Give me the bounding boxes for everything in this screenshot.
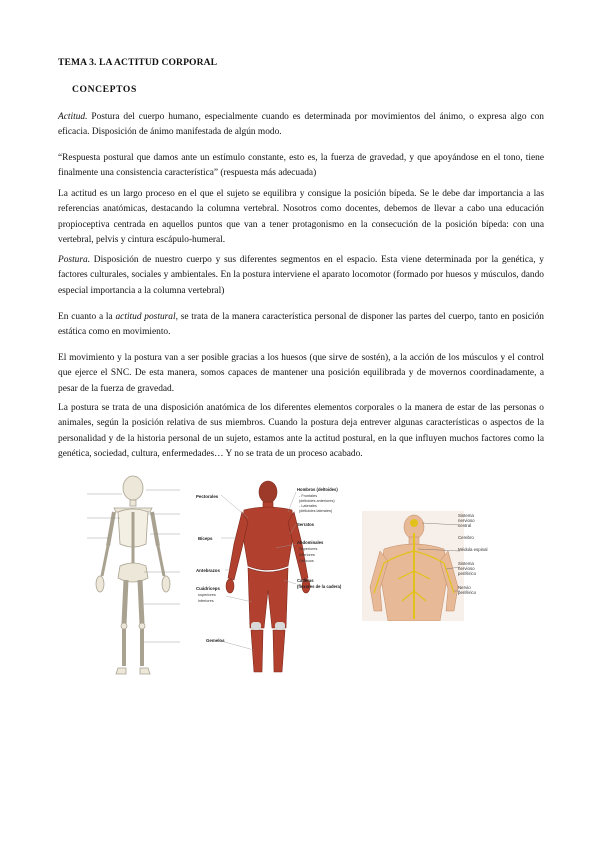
paragraph-text: , se trata de la manera característica personal de disponer las partes del cuerpo, tanto en posición estática como en movimiento.: [58, 312, 544, 338]
nervous-system-figure: [362, 511, 532, 621]
nervous-label: periférico: [458, 590, 477, 595]
paragraph-text: En cuanto a la: [58, 312, 116, 322]
paragraph-actitud-postural: [58, 310, 544, 341]
term-actitud: Actitud.: [58, 112, 88, 122]
section-heading: CONCEPTOS: [72, 84, 137, 95]
muscle-label: Inferiores: [299, 553, 315, 557]
document-title: TEMA 3. LA ACTITUD CORPORAL: [58, 57, 218, 68]
muscle-label: - Frontales: [299, 494, 318, 498]
nervous-label: nervioso: [458, 518, 475, 523]
muscle-label: Abdominales: [297, 540, 324, 545]
muscle-label: Serratos: [297, 522, 314, 527]
paragraph-actitud-process: [58, 187, 544, 248]
paragraph-quote: [58, 151, 544, 182]
paragraph-postura-disposicion: [58, 401, 544, 462]
nervous-label: Médula espinal: [458, 547, 488, 552]
muscle-label: Bíceps: [198, 536, 213, 541]
paragraph-movimiento: [58, 351, 544, 397]
muscle-label: inferiores: [198, 599, 214, 603]
paragraph-text: La postura se trata de una disposición anatómica de los diferentes elementos corporales o la manera de estar de las personas o animales, según la posición relativa de sus miembros. Cuando la postura deja entrever algunas características o aspectos de la personalidad y de la historia personal de un sujeto, estamos ante la actitud postural, en la que influyen muchos factores como la genética, sociedad, cultura, enfermedades… Y no se trata de un proceso acabado.: [58, 403, 544, 459]
muscle-label: Cuádriceps: [196, 586, 220, 591]
skeleton-figure: [84, 474, 184, 684]
paragraph-text: “Respuesta postural que damos ante un estímulo constante, esto es, la fuerza de gravedad, y que apoyándose en el tono, tiene finalmente una consistencia característica” (respuesta más adecuada): [58, 153, 544, 179]
paragraph-postura-definition: [58, 253, 544, 299]
nervous-label: nervioso: [458, 566, 475, 571]
paragraph-text: El movimiento y la postura van a ser posible gracias a los huesos (que sirve de sostén), a la acción de los músculos y el control que ejerce el SNC. De esta manera, somos capaces de mantener una posición equilibrada y de movernos coordinadamente, a pesar de la fuerza de gravedad.: [58, 353, 544, 394]
muscle-label: Antebrazos: [196, 568, 220, 573]
muscle-label: - Laterales: [299, 504, 317, 508]
muscle-label: Pectorales: [196, 494, 219, 499]
nervous-label: Sistema: [458, 561, 474, 566]
muscle-body-icon: [226, 481, 310, 672]
nervous-label: Cerebro: [458, 535, 474, 540]
paragraph-actitud-definition: [58, 110, 544, 141]
muscle-label: superiores: [198, 593, 216, 597]
skeleton-icon: [96, 476, 170, 674]
nervous-label: Sistema: [458, 513, 474, 518]
muscles-figure: [196, 478, 362, 682]
nervous-label: periférico: [458, 571, 477, 576]
muscle-label: (flexores de la cadera): [297, 584, 342, 589]
nervous-label: Nervio: [458, 585, 471, 590]
term-postura: Postura.: [58, 255, 91, 265]
paragraph-text: Disposición de nuestro cuerpo y sus diferentes segmentos en el espacio. Esta viene determinada por la genética, y factores culturales, sociales y ambientales. En la postura interviene el aparato locomotor (formado por huesos y músculos, dando especial importancia a la columna vertebral): [58, 255, 544, 296]
muscle-label: Caderas: [297, 578, 314, 583]
term-actitud-postural: actitud postural: [115, 312, 176, 322]
muscle-label: Hombros (deltoides): [297, 487, 338, 492]
muscle-label: Superiores: [299, 547, 318, 551]
muscle-label: Oblicuos: [299, 559, 314, 563]
paragraph-text: Postura del cuerpo humano, especialmente cuando es determinada por movimientos del ánimo, o expresa algo con eficacia. Disposición de ánimo manifestada de algún modo.: [58, 112, 544, 138]
nervous-label: central: [458, 523, 472, 528]
paragraph-text: La actitud es un largo proceso en el que el sujeto se equilibra y consigue la posición bípeda. Se le debe dar importancia a las referencias anatómicas, destacando la columna vertebral. Nosotros como docentes, debemos de llevar a cabo una educación propioceptiva centrada en aquellos puntos que van a tener protagonismo en la consecución de la posición bípeda: con una vertebral, pelvis y cintura escápulo-humeral.: [58, 189, 544, 245]
muscle-label: (deltoides laterales): [299, 509, 333, 513]
muscle-label: Gemelos: [206, 638, 225, 643]
muscle-label: (deltoides anteriores): [299, 499, 335, 503]
